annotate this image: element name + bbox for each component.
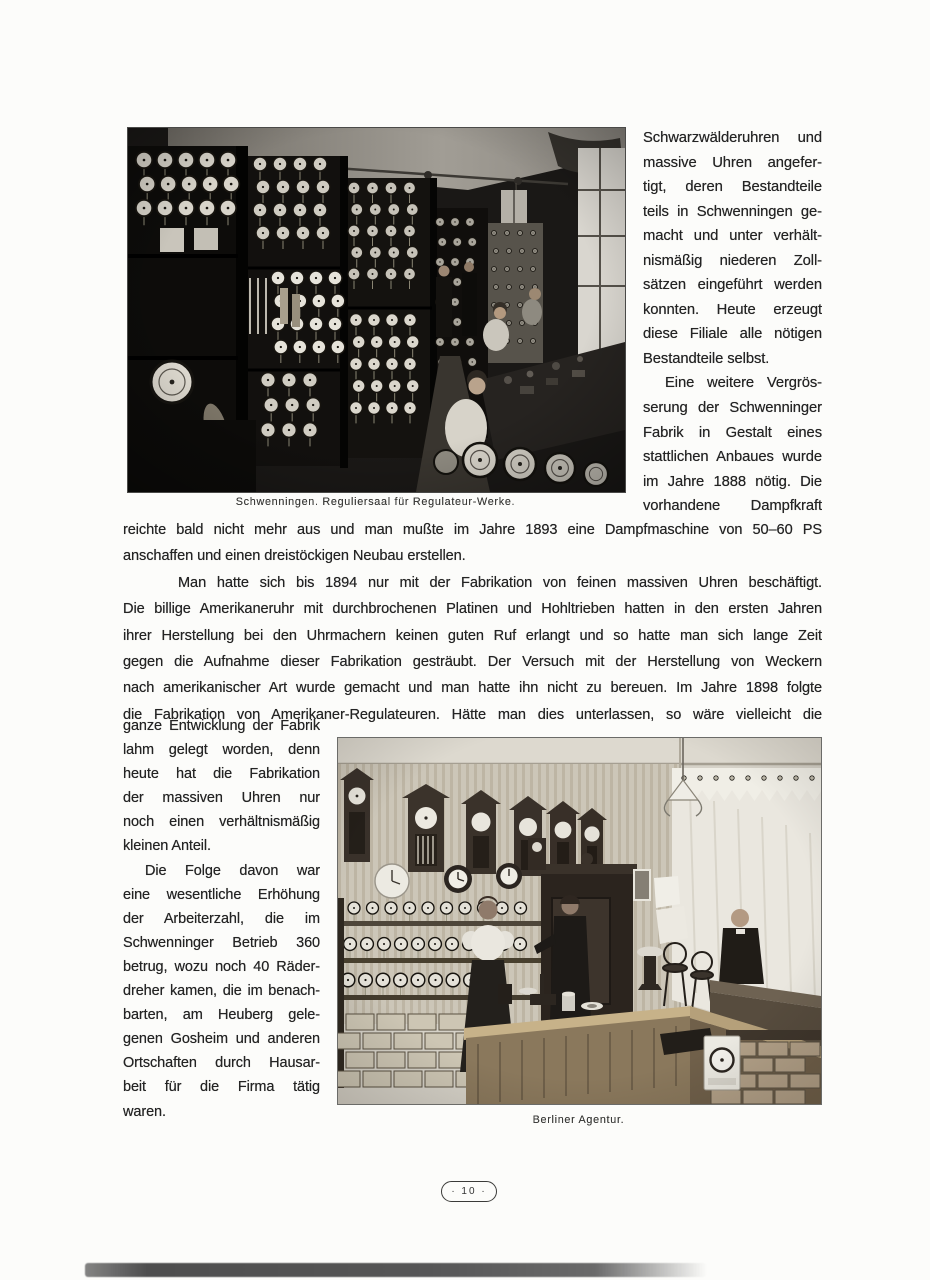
text-line: Die Folge davon war [145,862,320,879]
text-line: eine wesentliche Erhöhung [123,886,320,903]
scan-edge-artifact [85,1263,707,1277]
text-line: dreher kamen, die im benach- [123,983,320,1000]
text-line: der Arbeiterzahl, die im [123,910,320,927]
text-line: nach amerikanischer Art wurde gemacht und man hatte ihn nicht zu bereuen. Im Jahre 1898 folgte [123,680,822,697]
text-line: im Jahre 1888 nötig. Die [643,473,822,490]
text-line: lahm gelegt worden, denn [123,742,320,759]
main-text-block [123,517,822,728]
page-number-badge [441,1181,497,1202]
text-line: teils in Schwenningen ge- [643,203,822,220]
agentur-illustration [338,738,821,1104]
text-line: der massiven Uhren nur [123,790,320,807]
text-line: stattlichen Anbaues wurde [643,449,822,466]
text-line: die Fabrikation von Amerikaner-Regulateuren. Hätte man dies unterlassen, so wäre vielleicht die [123,706,822,723]
text-line: Eine weitere Vergrös- [665,375,822,392]
text-line: macht und unter verhält- [643,228,822,245]
text-line: Fabrik in Gestalt eines [643,424,822,441]
text-line: serung der Schwenninger [643,400,822,417]
text-line: noch einen verhältnismäßig [123,814,320,831]
text-line: nismäßig niederen Zoll- [643,252,822,269]
text-line: beit für die Firma tätig [123,1079,320,1096]
text-line: Ortschaften durch Hausar- [123,1055,320,1072]
text-line: ihrer Herstellung bei den Uhrmachern keinen guten Ruf erlangt und so hatte man sich lange Zeit [123,627,822,644]
text-line: heute hat die Fabrikation [123,766,320,783]
text-line: anschaffen und einen dreistöckigen Neubau erstellen. [123,548,466,565]
photo1-caption: Schwenningen. Reguliersaal für Regulateur-Werke. [235,496,516,508]
text-line: Man hatte sich bis 1894 nur mit der Fabrikation von feinen massiven Uhren beschäftigt. [178,574,822,591]
text-line: ganze Entwicklung der Fabrik [123,718,320,734]
photo-reguliersaal [127,127,626,493]
text-line: tigt, deren Bestandteile [643,179,822,196]
text-line: Schwenninger Betrieb 360 [123,934,320,951]
text-line: barten, am Heuberg gele- [123,1007,320,1024]
text-line: konnten. Heute erzeugt [643,301,822,318]
right-text-column [643,126,822,519]
left-text-column [123,714,320,1124]
reguliersaal-illustration [128,128,625,492]
text-line: kleinen Anteil. [123,838,211,855]
text-line: vorhandene Dampfkraft [643,498,822,515]
text-line: diese Filiale alle nötigen [643,326,822,343]
page-number-label: · 10 · [451,1186,487,1197]
text-line: sätzen eingeführt werden [643,277,822,294]
text-line: betrug, wozu noch 40 Räder- [123,958,320,975]
text-line: massive Uhren angefer- [643,154,822,171]
text-line: genen Gosheim und anderen [123,1031,320,1048]
text-line: Die billige Amerikaneruhr mit durchbrochenen Platinen und Hohltrieben hatten in den ersten Jahren [123,601,822,618]
text-line: Schwarzwälderuhren und [643,130,822,146]
text-line: waren. [123,1103,166,1120]
text-line: gegen die Aufnahme dieser Fabrikation gesträubt. Der Versuch mit der Herstellung von Weckern [123,653,822,670]
photo2-caption: Berliner Agentur. [532,1114,625,1126]
text-line: reichte bald nicht mehr aus und man mußte im Jahre 1893 eine Dampfmaschine von 50–60 PS [123,522,822,538]
photo-berliner-agentur [337,737,822,1105]
text-line: Bestandteile selbst. [643,350,770,367]
